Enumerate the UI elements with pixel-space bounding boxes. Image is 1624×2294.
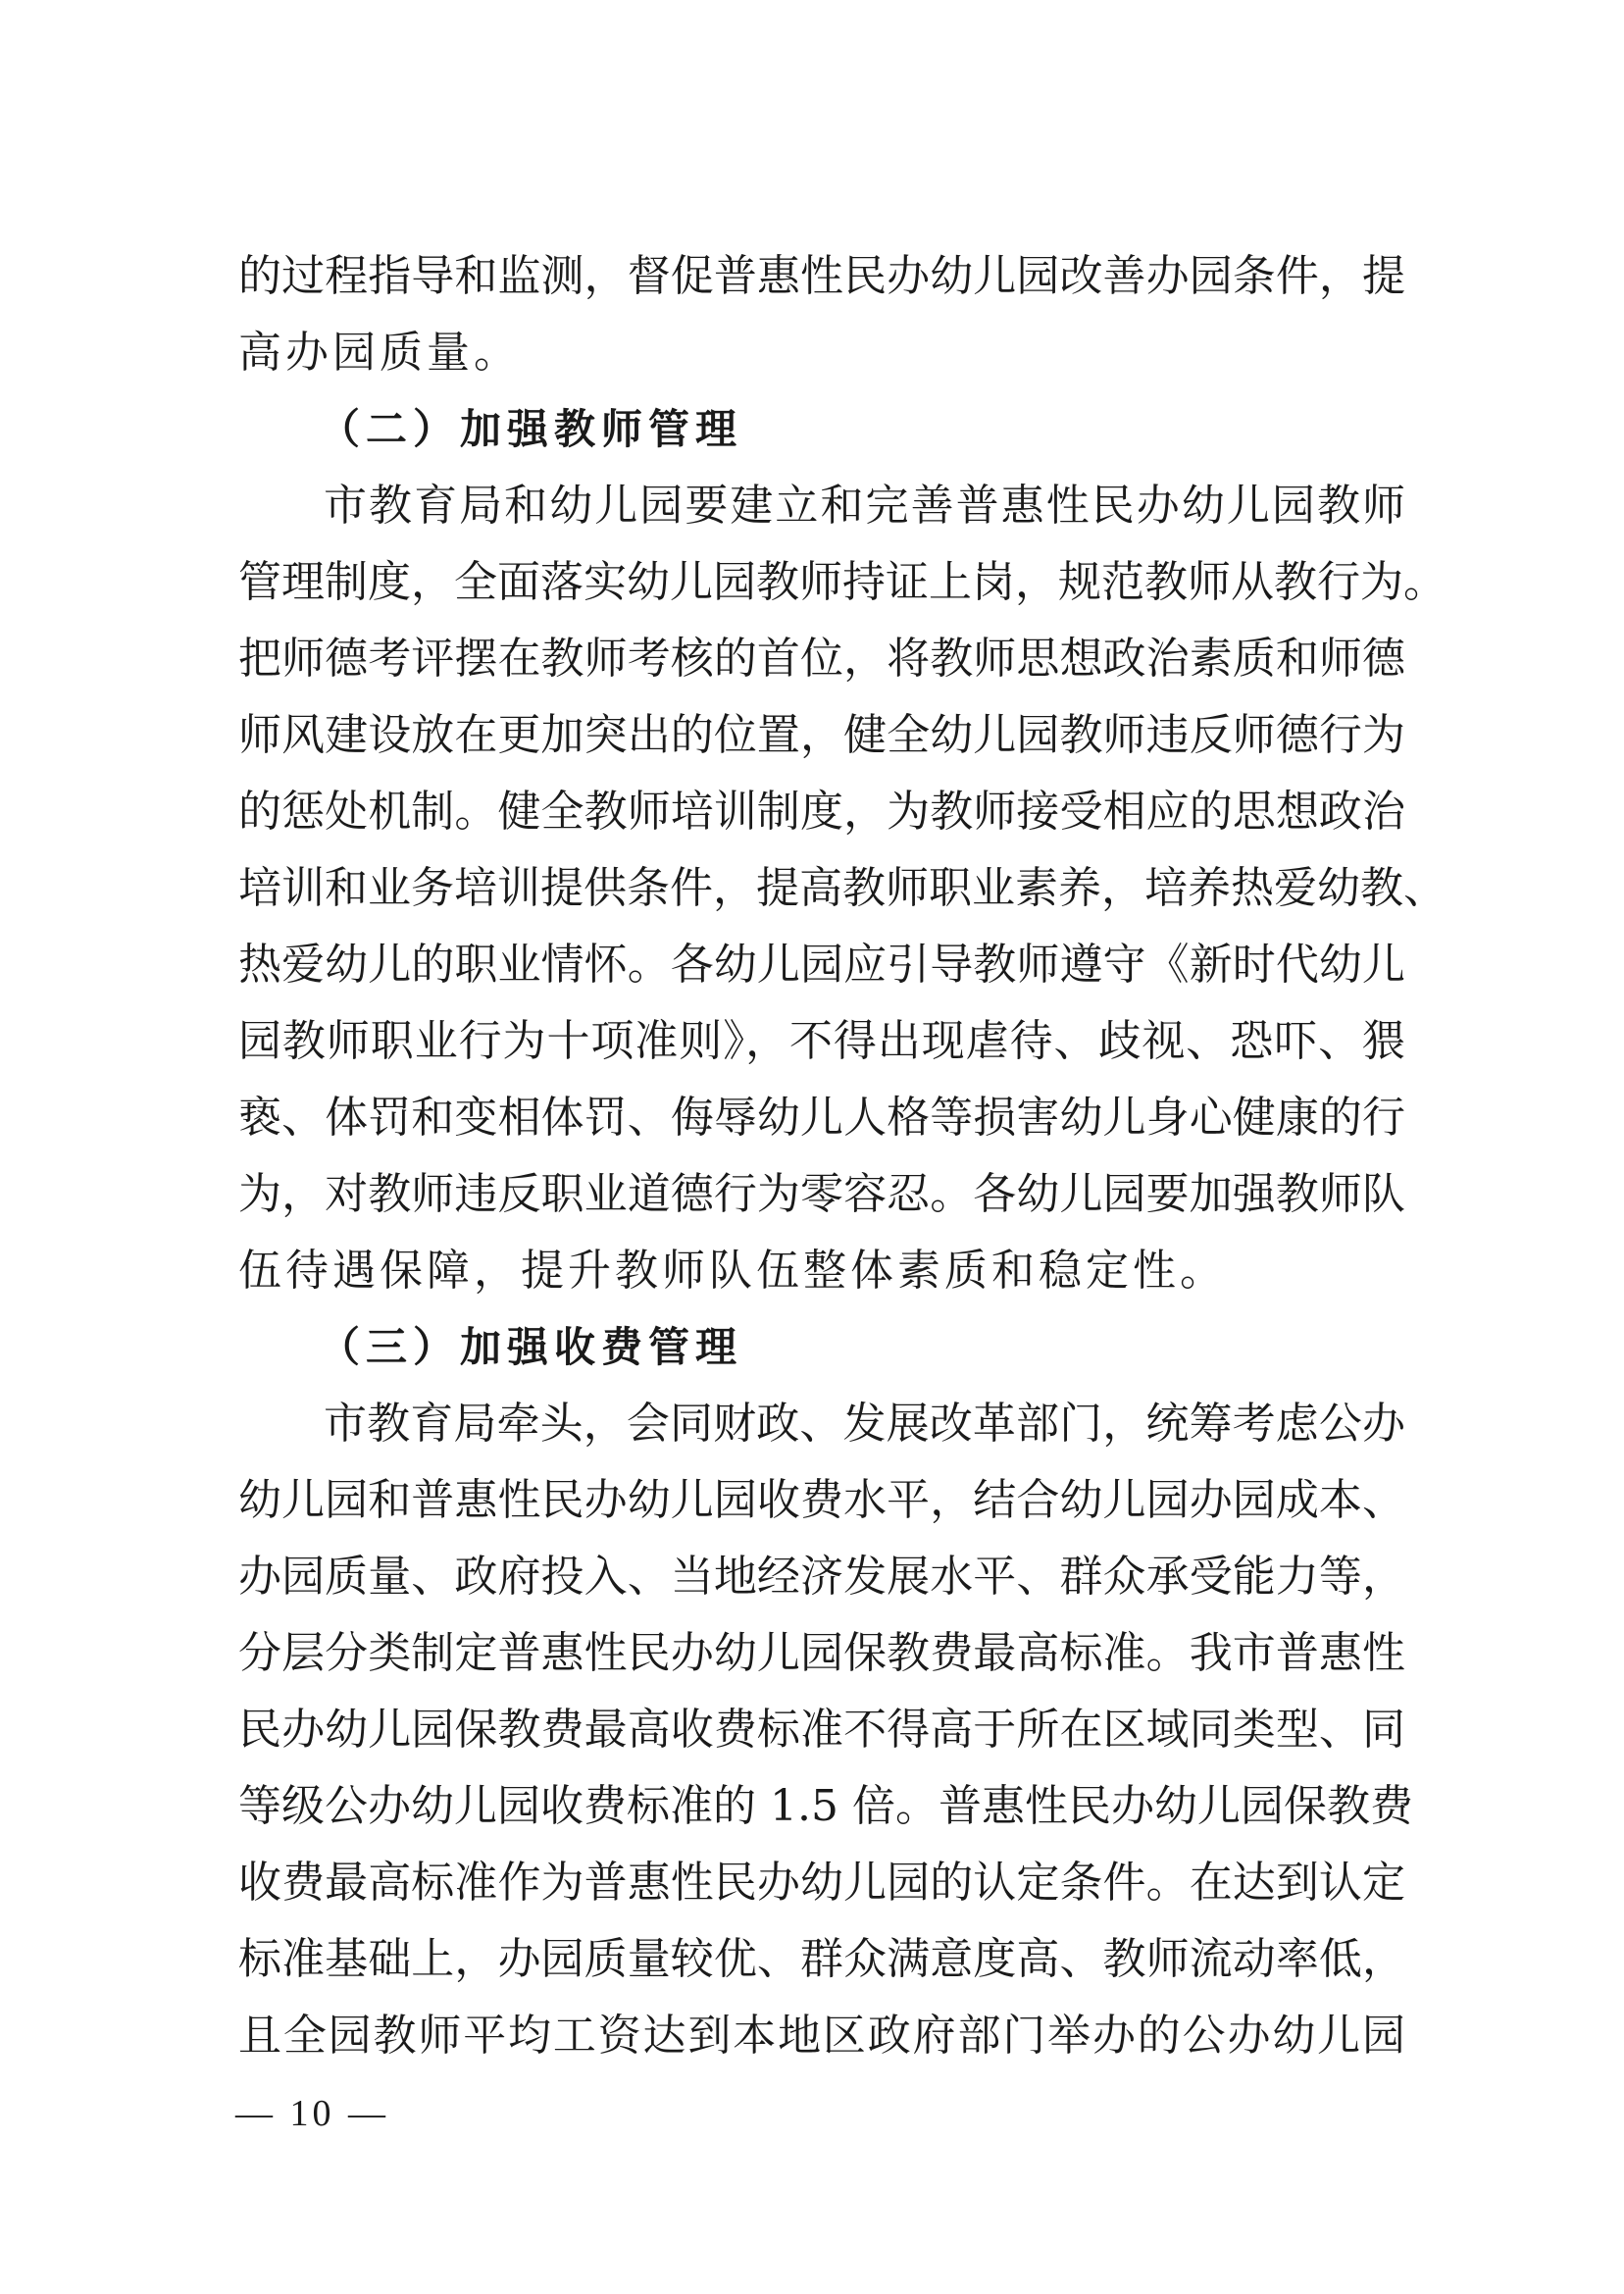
paragraph-line: 为，对教师违反职业道德行为零容忍。各幼儿园要加强教师队	[238, 1169, 1405, 1219]
paragraph-line: 的惩处机制。健全教师培训制度，为教师接受相应的思想政治	[238, 787, 1405, 837]
paragraph-line: 把师德考评摆在教师考核的首位，将教师思想政治素质和师德	[238, 634, 1405, 684]
paragraph-line: 收费最高标准作为普惠性民办幼儿园的认定条件。在达到认定	[238, 1858, 1405, 1908]
paragraph-line: 民办幼儿园保教费最高收费标准不得高于所在区域同类型、同	[238, 1705, 1405, 1755]
paragraph-line: 热爱幼儿的职业情怀。各幼儿园应引导教师遵守《新时代幼儿	[238, 940, 1405, 990]
paragraph-line: 办园质量、政府投入、当地经济发展水平、群众承受能力等，	[238, 1552, 1405, 1602]
paragraph-line: 标准基础上，办园质量较优、群众满意度高、教师流动率低，	[238, 1934, 1405, 1984]
page-number: — 10 —	[235, 2093, 389, 2134]
section-heading-teacher-management: （二）加强教师管理	[319, 405, 743, 453]
paragraph-line: 的过程指导和监测，督促普惠性民办幼儿园改善办园条件，提	[238, 251, 1405, 301]
paragraph-line: 市教育局和幼儿园要建立和完善普惠性民办幼儿园教师	[324, 481, 1405, 531]
paragraph-line: 分层分类制定普惠性民办幼儿园保教费最高标准。我市普惠性	[238, 1628, 1405, 1678]
paragraph-line: 管理制度，全面落实幼儿园教师持证上岗，规范教师从教行为。	[238, 557, 1446, 607]
paragraph-line: 伍待遇保障，提升教师队伍整体素质和稳定性。	[238, 1246, 1227, 1296]
paragraph-line: 市教育局牵头，会同财政、发展改革部门，统筹考虑公办	[324, 1399, 1405, 1449]
section-heading-fee-management: （三）加强收费管理	[319, 1323, 743, 1371]
paragraph-line: 培训和业务培训提供条件，提高教师职业素养，培养热爱幼教、	[238, 863, 1446, 913]
paragraph-line: 且全园教师平均工资达到本地区政府部门举办的公办幼儿园	[238, 2011, 1405, 2061]
paragraph-line: 幼儿园和普惠性民办幼儿园收费水平，结合幼儿园办园成本、	[238, 1475, 1405, 1525]
paragraph-line: 师风建设放在更加突出的位置，健全幼儿园教师违反师德行为	[238, 710, 1405, 760]
paragraph-line: 亵、体罚和变相体罚、侮辱幼儿人格等损害幼儿身心健康的行	[238, 1093, 1405, 1143]
paragraph-line: 园教师职业行为十项准则》，不得出现虐待、歧视、恐吓、猥	[238, 1016, 1405, 1066]
paragraph-line: 高办园质量。	[238, 328, 521, 378]
paragraph-line: 等级公办幼儿园收费标准的 1.5 倍。普惠性民办幼儿园保教费	[238, 1781, 1413, 1831]
